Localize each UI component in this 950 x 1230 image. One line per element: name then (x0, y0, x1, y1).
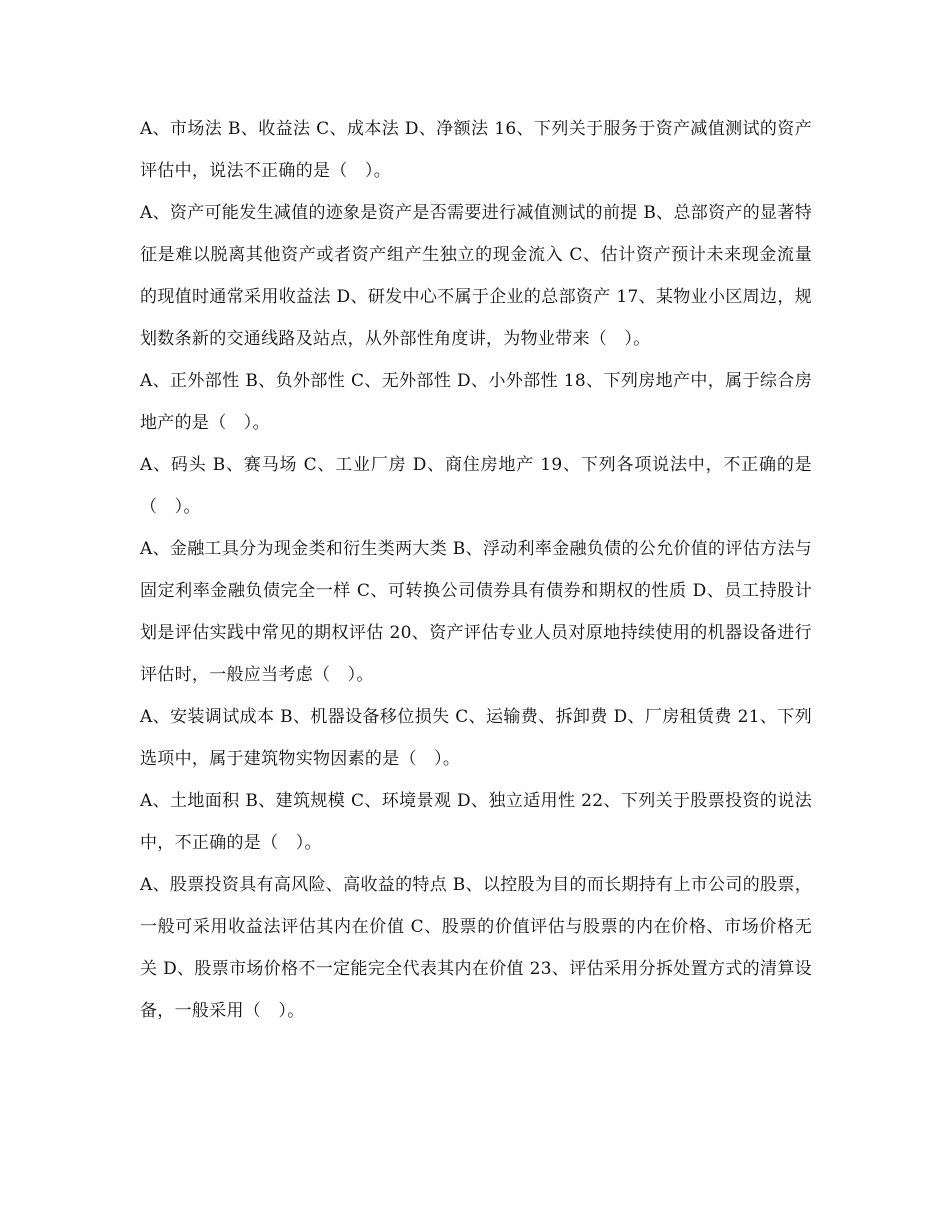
paragraph-options-q17-question-18: A、正外部性 B、负外部性 C、无外部性 D、小外部性 18、下列房地产中，属于综合房地产的是（ ）。 (140, 371, 812, 433)
paragraph-options-q16-question-17: A、资产可能发生减值的迹象是资产是否需要进行减值测试的前提 B、总部资产的显著特征是难以脱离其他资产或者资产组产生独立的现金流入 C、估计资产预计未来现金流量的现值时通常采用收益法 D、研发中心不属于企业的总部资产 17、某物业小区周边，规划数条新的交通线路及站点，从外部性角度讲，为物业带来（ ）。 (140, 203, 812, 349)
paragraph-options-q15-question-16: A、市场法 B、收益法 C、成本法 D、净额法 16、下列关于服务于资产减值测试的资产评估中，说法不正确的是（ ）。 (140, 119, 812, 181)
paragraph-options-q21-question-22: A、土地面积 B、建筑规模 C、环境景观 D、独立适用性 22、下列关于股票投资的说法中，不正确的是（ ）。 (140, 791, 812, 853)
paragraph-options-q18-question-19: A、码头 B、赛马场 C、工业厂房 D、商住房地产 19、下列各项说法中，不正确的是（ ）。 (140, 455, 812, 517)
paragraph-options-q19-question-20: A、金融工具分为现金类和衍生类两大类 B、浮动利率金融负债的公允价值的评估方法与固定利率金融负债完全一样 C、可转换公司债券具有债券和期权的性质 D、员工持股计划是评估实践中常见的期权评估 20、资产评估专业人员对原地持续使用的机器设备进行评估时，一般应当考虑（ ）。 (140, 539, 812, 685)
document-body (140, 108, 812, 1032)
paragraph-options-q22-question-23: A、股票投资具有高风险、高收益的特点 B、以控股为目的而长期持有上市公司的股票，一般可采用收益法评估其内在价值 C、股票的价值评估与股票的内在价格、市场价格无关 D、股票市场价格不一定能完全代表其内在价值 23、评估采用分拆处置方式的清算设备，一般采用（ ）。 (140, 875, 812, 1021)
paragraph-options-q20-question-21: A、安装调试成本 B、机器设备移位损失 C、运输费、拆卸费 D、厂房租赁费 21、下列选项中，属于建筑物实物因素的是（ ）。 (140, 707, 812, 769)
